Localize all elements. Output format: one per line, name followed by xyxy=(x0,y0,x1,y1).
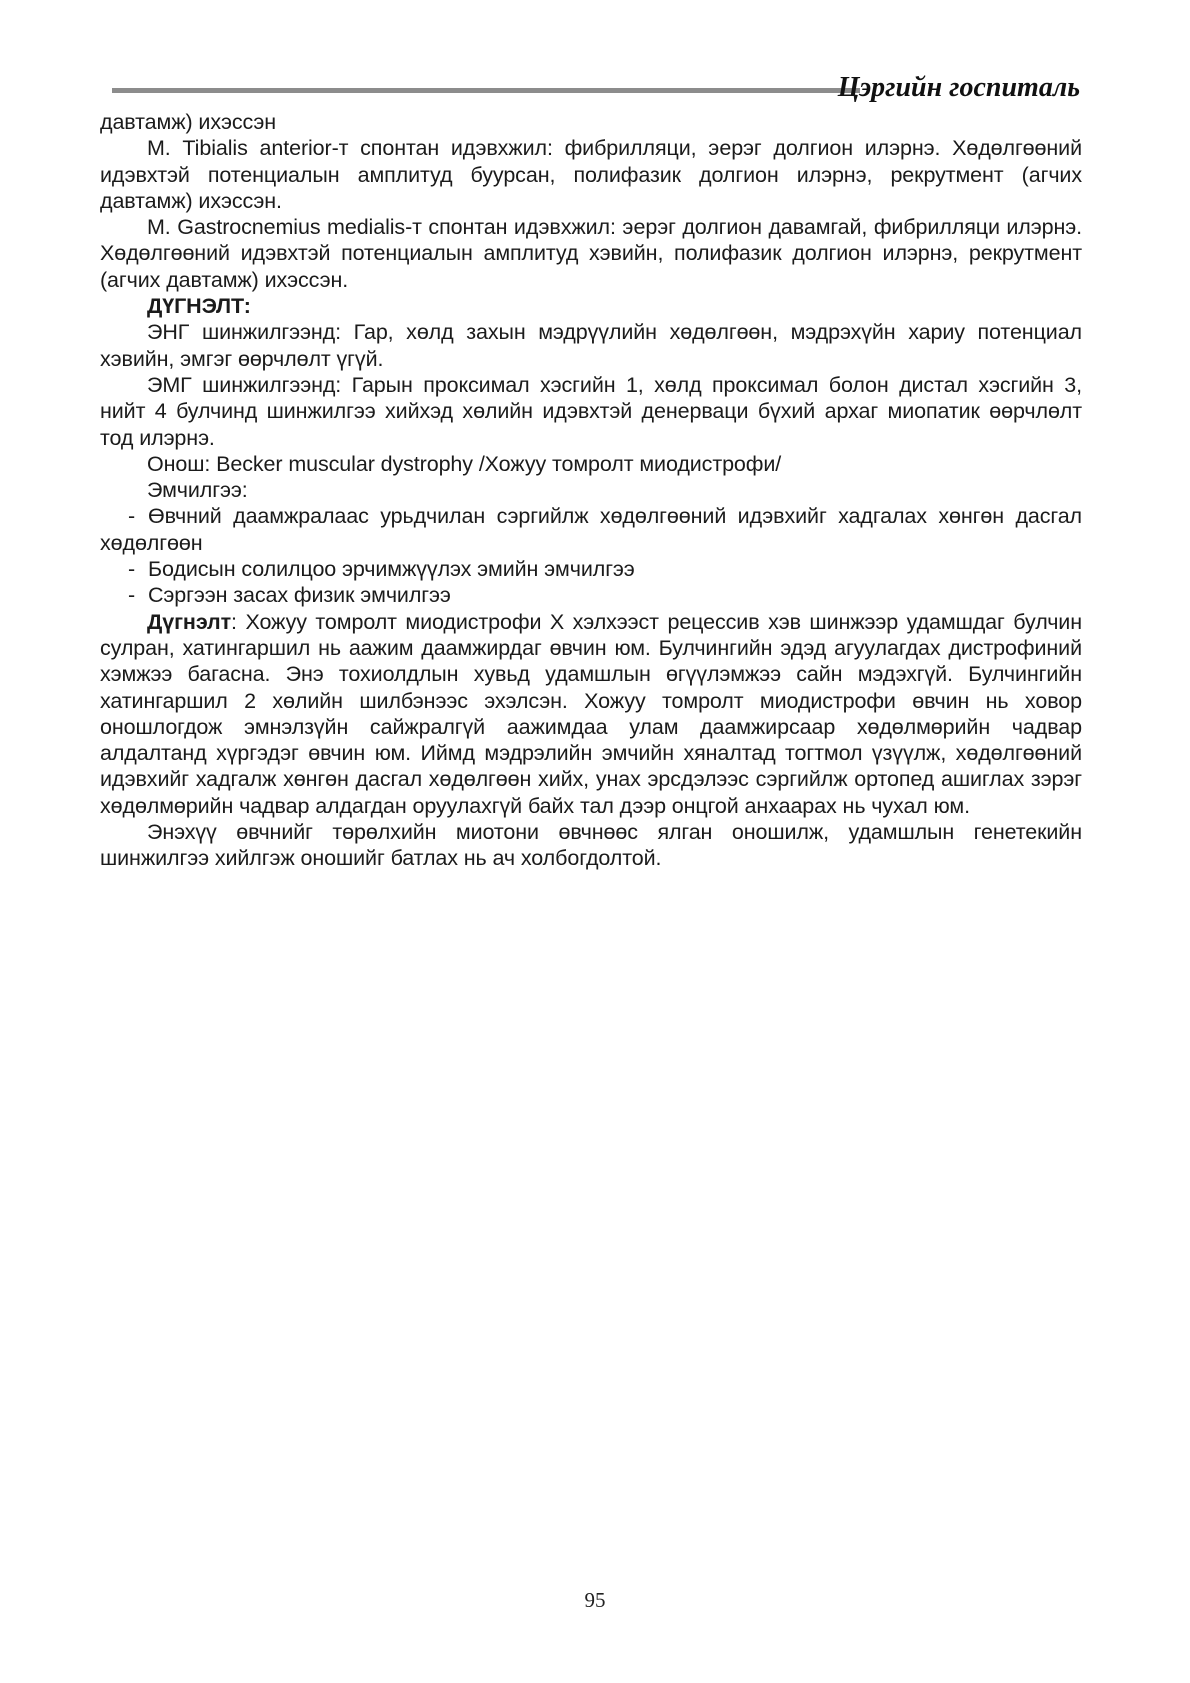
paragraph-eng-result: ЭНГ шинжилгээнд: Гар, хөлд захын мэдрүүлийн хөдөлгөөн, мэдрэхүйн хариу потенциал хэвийн, эмгэг өөрчлөлт үгүй. xyxy=(100,320,1082,371)
paragraph-genetic-note: Энэхүү өвчнийг төрөлхийн миотони өвчнөөс ялган оношилж, удамшлын генетекийн шинжилгээ хийлгэж оношийг батлах нь ач холбогдолтой. xyxy=(100,820,1082,871)
bullet-item-text: Сэргээн засах физик эмчилгээ xyxy=(148,583,451,608)
page-number: 95 xyxy=(584,1588,606,1612)
bullet-dash: - xyxy=(128,557,136,582)
paragraph-gastrocnemius: М. Gastrocnemius medialis-т спонтан идэвхжил: эерэг долгион давамгай, фибрилляци илэрнэ. Хөдөлгөөний идэвхтэй потенциалын амплитуд хэвийн, полифазик долгион илэрнэ, рекрутмент (агчих давтамж) ихэссэн. xyxy=(100,215,1082,292)
final-conclusion-lead: Дүгнэлт xyxy=(147,609,232,634)
heading-conclusion: ДҮГНЭЛТ: xyxy=(147,294,251,319)
bullet-item-medication xyxy=(100,556,1082,582)
header-title: Цэргийн госпиталь xyxy=(837,72,1080,103)
final-conclusion-body: : Хожуу томролт миодистрофи Х хэлхээст рецессив хэв шинжээр удамшдаг булчин сулран, хатингаршил нь аажим даамжирдаг өвчин юм. Булчингийн эдэд агуулагдах дистрофиний хэмжээ багасна. Энэ тохиолдлын хувьд удамшлын өгүүлэмжээ сайн мэдэхгүй. Булчингийн хатингаршил 2 хөлийн шилбэнээс эхэлсэн. Хожуу томролт миодистрофи өвчин нь ховор оношлогдож эмнэлзүйн сайжралгүй аажимдаа улам даамжирсаар хөдөлмөрийн чадвар алдалтанд хүргэдэг өвчин юм. Иймд мэдрэлийн эмчийн хяналтад тогтмол үзүүлж, хөдөлгөөний идэвхийг хадгалж хөнгөн дасгал хөдөлгөөн хийх, унах эрсдэлээс сэргийлж ортопед ашиглах зэрэг хөдөлмөрийн чадвар алдагдан оруулахгүй байх тал дээр онцгой анхаарах нь чухал юм. xyxy=(100,609,1082,818)
header-rule xyxy=(112,88,860,93)
paragraph-continuation: давтамж) ихэссэн xyxy=(100,110,277,134)
paragraph-treatment-label: Эмчилгээ: xyxy=(147,478,248,503)
bullet-item-text: Өвчний даамжралаас урьдчилан сэргийлж хөдөлгөөний идэвхийг хадгалах хөнгөн дасгал хөдөлгөөн xyxy=(100,504,1082,555)
bullet-dash: - xyxy=(128,583,136,608)
document-body xyxy=(100,109,1082,872)
paragraph-emg-result: ЭМГ шинжилгээнд: Гарын проксимал хэсгийн 1, хөлд проксимал болон дистал хэсгийн 3, нийт 4 булчинд шинжилгээ хийхэд хөлийн идэвхтэй денерваци бүхий архаг миопатик өөрчлөлт тод илэрнэ. xyxy=(100,372,1082,450)
bullet-item-text: Бодисын солилцоо эрчимжүүлэх эмийн эмчилгээ xyxy=(148,557,635,582)
paragraph-final-conclusion xyxy=(100,609,1082,819)
bullet-item-exercise xyxy=(100,503,1082,556)
bullet-item-physical-therapy xyxy=(100,582,1082,608)
paragraph-tibialis: М. Tibialis anterior-т спонтан идэвхжил: фибрилляци, эерэг долгион илэрнэ. Хөдөлгөөний идэвхтэй потенциалын амплитуд буурсан, полифазик долгион илэрнэ, рекрутмент (агчих давтамж) ихэссэн. xyxy=(100,136,1082,213)
paragraph-diagnosis: Онош: Becker muscular dystrophy /Хожуу томролт миодистрофи/ xyxy=(147,451,782,476)
bullet-dash: - xyxy=(128,504,136,529)
